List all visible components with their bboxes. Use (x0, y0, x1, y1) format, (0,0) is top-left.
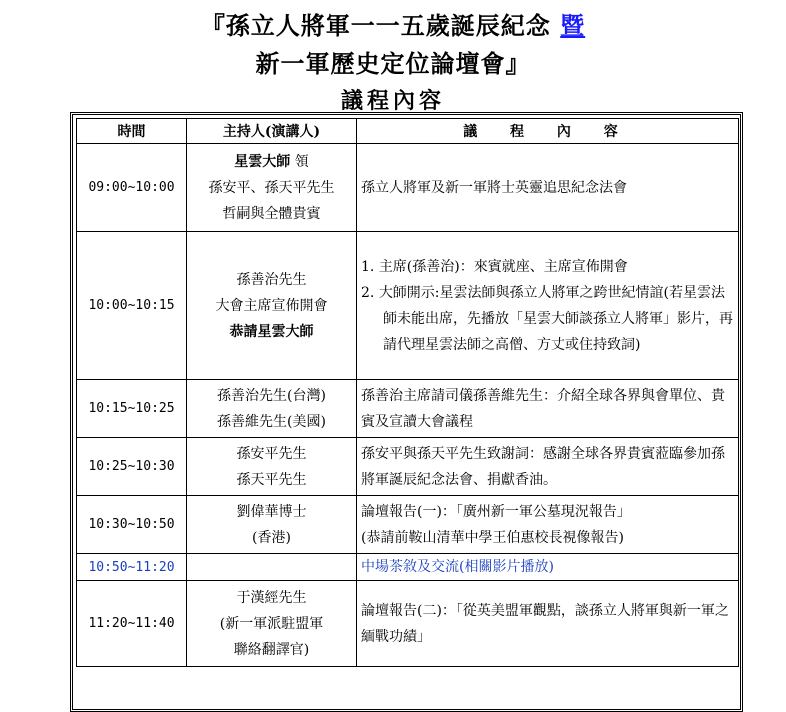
event-title-text: 『孫立人將軍一一五歲誕辰紀念 (200, 11, 551, 40)
table-row (77, 581, 739, 667)
host-strong: 恭請星雲大師 (229, 323, 314, 340)
column-header-agenda: 議 程 內 容 (357, 119, 739, 144)
host-cell (187, 496, 357, 554)
host-suffix: 領 (290, 153, 309, 170)
column-header-host: 主持人(演講人) (187, 119, 357, 144)
time-cell: 11:20~11:40 (77, 581, 187, 667)
time-cell: 10:15~10:25 (77, 380, 187, 438)
host-line: 聯絡翻譯官) (233, 641, 310, 658)
host-line: (香港) (252, 529, 291, 546)
host-line: 哲嗣與全體貴賓 (222, 205, 321, 222)
time-cell: 10:50~11:20 (77, 554, 187, 581)
host-cell-empty (187, 554, 357, 581)
time-cell: 10:25~10:30 (77, 438, 187, 496)
agenda-cell: 論壇報告(二)：「從英美盟軍觀點，談孫立人將軍與新一軍之緬戰功績」 (357, 581, 739, 667)
agenda-cell (357, 232, 739, 380)
host-strong: 星雲大師 (234, 153, 291, 170)
event-title-line2: 新一軍歷史定位論壇會』 (255, 49, 531, 78)
host-line: 孫安平先生 (236, 445, 307, 462)
list-item (361, 254, 734, 280)
event-title-line1 (0, 6, 786, 41)
agenda-cell: 孫安平與孫天平先生致謝詞：感謝全球各界貴賓蒞臨參加孫將軍誕辰紀念法會、捐獻香油。 (357, 438, 739, 496)
time-cell: 10:00~10:15 (77, 232, 187, 380)
title-link[interactable]: 暨 (560, 11, 586, 40)
table-row (77, 554, 739, 581)
host-line: 于漢經先生 (236, 589, 307, 606)
column-header-time: 時間 (77, 119, 187, 144)
agenda-cell: 孫善治主席請司儀孫善維先生：介紹全球各界與會單位、貴賓及宣讀大會議程 (357, 380, 739, 438)
agenda-cell (357, 496, 739, 554)
host-line: 孫安平、孫天平先生 (208, 179, 335, 196)
item-text: 主席(孫善治)：來賓就座、主席宣佈開會 (378, 258, 628, 275)
agenda-cell: 孫立人將軍及新一軍將士英靈追思紀念法會 (357, 144, 739, 232)
agenda-line: 論壇報告(一)：「廣州新一軍公墓現況報告」 (361, 503, 631, 520)
table-row (77, 380, 739, 438)
agenda-table (76, 118, 739, 667)
host-line: (新一軍派駐盟軍 (219, 615, 324, 632)
host-cell (187, 380, 357, 438)
item-text: 大師開示:星雲法師與孫立人將軍之跨世紀情誼(若星雲法師未能出席，先播放「星雲大師談孫立人將軍」影片，再請代理星雲法師之高僧、方丈或住持致詞) (378, 284, 733, 353)
host-line: 孫善治先生(台灣) (217, 387, 326, 404)
agenda-line: (恭請前鞍山清華中學王伯惠校長視像報告) (361, 529, 624, 546)
time-cell: 10:30~10:50 (77, 496, 187, 554)
table-header-row (77, 119, 739, 144)
host-line: 孫善治先生 (236, 271, 307, 288)
table-row (77, 144, 739, 232)
item-number: 1. (361, 258, 375, 275)
item-number: 2. (361, 284, 375, 301)
table-row (77, 438, 739, 496)
agenda-item-list (361, 254, 734, 358)
table-row (77, 232, 739, 380)
table-row (77, 496, 739, 554)
host-line: 孫天平先生 (236, 471, 307, 488)
time-cell: 09:00~10:00 (77, 144, 187, 232)
host-cell (187, 232, 357, 380)
host-cell (187, 144, 357, 232)
list-item (361, 280, 734, 358)
agenda-cell: 中場茶敘及交流(相關影片播放) (357, 554, 739, 581)
agenda-heading: 議程內容 (340, 88, 445, 114)
host-line: 劉偉華博士 (236, 503, 307, 520)
host-cell (187, 438, 357, 496)
host-cell (187, 581, 357, 667)
host-line: 大會主席宣佈開會 (215, 297, 328, 314)
host-line: 孫善維先生(美國) (217, 413, 326, 430)
